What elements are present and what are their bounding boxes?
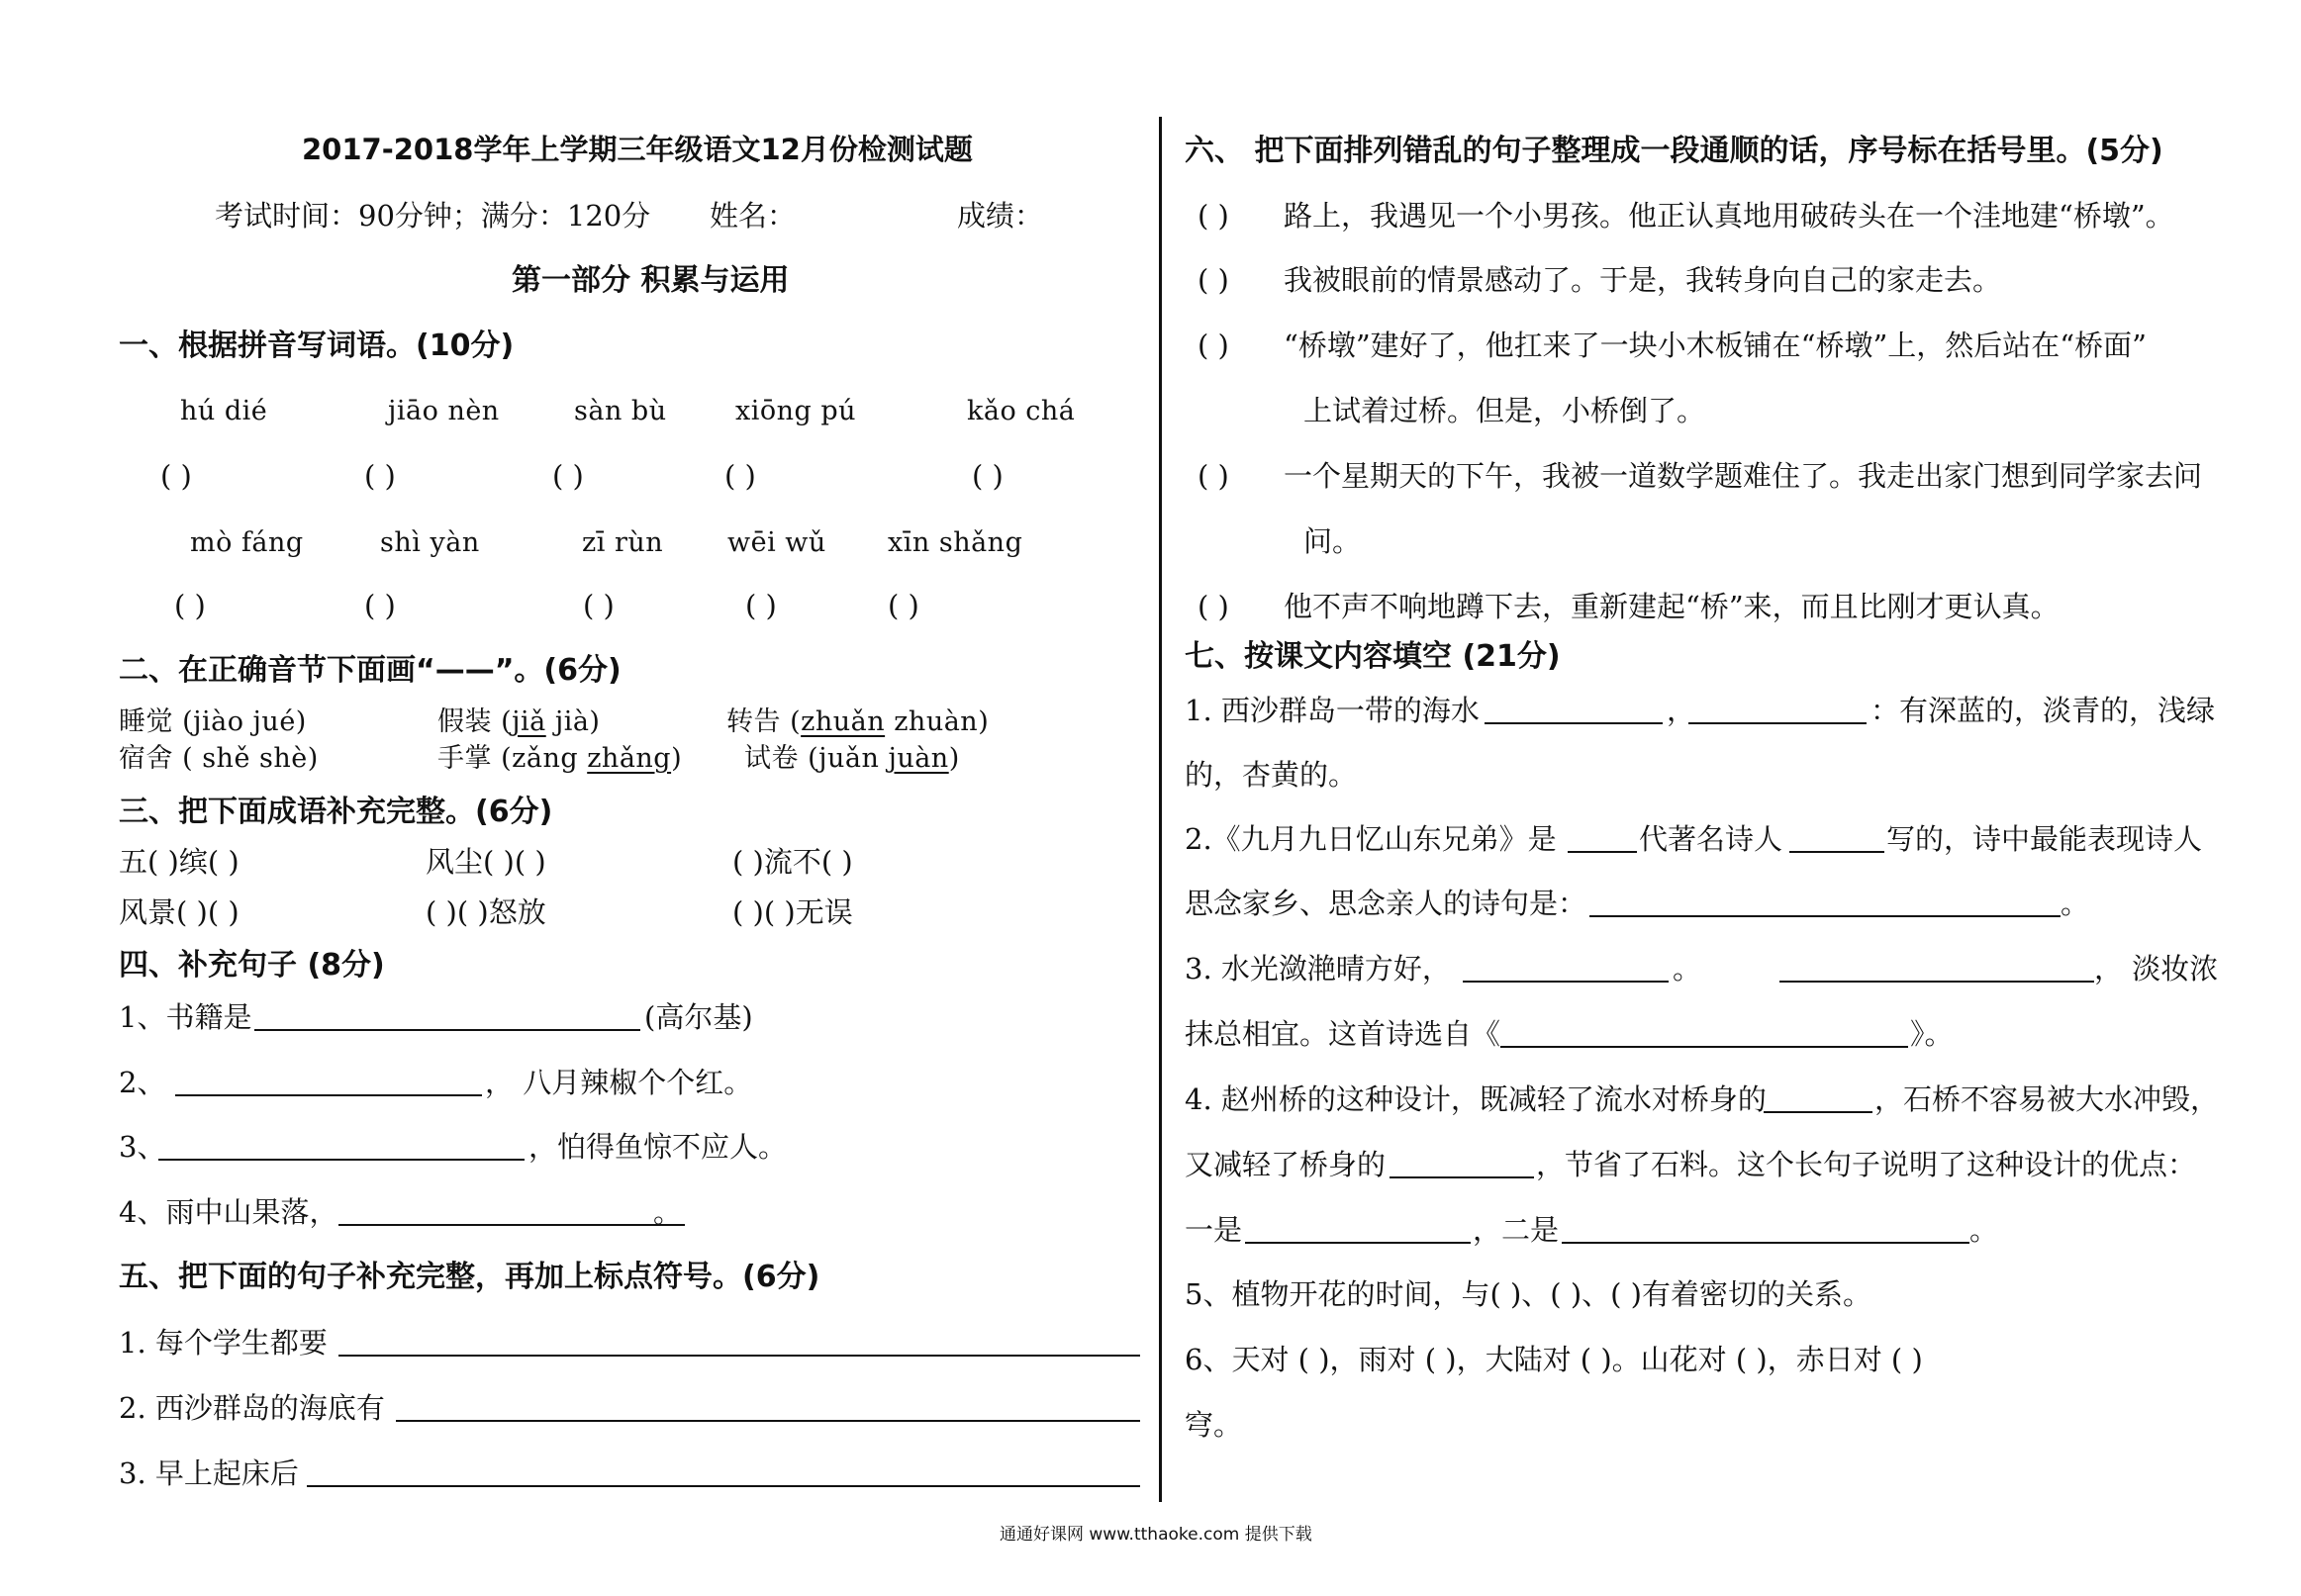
answer-line[interactable] [1500,1046,1908,1048]
answer-blank[interactable]: ( ) [583,589,615,622]
part1-heading: 第一部分 积累与运用 [512,263,790,298]
q6-heading: 六、 把下面排列错乱的句子整理成一段通顺的话，序号标在括号里。(5分) [1185,134,2163,168]
answer-blank[interactable]: ( ) [745,589,777,622]
answer-line[interactable] [338,1224,685,1226]
answer-line[interactable] [1779,981,2094,983]
q4-sentence: ， 八月辣椒个个红。 [485,1066,753,1099]
q6-sentence: “桥墩”建好了，他扛来了一块小木板铺在“桥墩”上，然后站在“桥面” [1284,329,2147,362]
q2-item [437,708,600,735]
q2-answer: juàn [888,743,949,774]
answer-blank[interactable]: ( ) [160,459,192,493]
pinyin: shì yàn [380,527,480,558]
exam-time-info: 考试时间：90分钟；满分：120分 [215,199,651,233]
idiom-item: 风景( )( ) [119,895,240,929]
q4-sentence: 3、 [119,1130,166,1164]
q4-heading: 四、补充句子 (8分) [119,948,385,983]
q7-text: 6、天对 ( )，雨对 ( )，大陆对 ( )。山花对 ( )，赤日对 ( ) [1185,1343,1923,1376]
order-blank[interactable]: ( ) [1198,459,1229,493]
answer-line[interactable] [1390,1176,1534,1178]
q7-text: ，二是 [1473,1213,1560,1247]
q7-heading: 七、按课文内容填空 (21分) [1185,639,1561,674]
answer-line[interactable] [1485,722,1663,724]
q2-item [726,708,989,735]
exam-title: 2017-2018学年上学期三年级语文12月份检测试题 [302,133,973,166]
answer-blank[interactable]: ( ) [552,459,584,493]
q7-text: 一是 [1185,1213,1243,1247]
idiom-item: ( )( )怒放 [426,895,546,929]
q7-text: 1. 西沙群岛一带的海水 [1185,694,1480,727]
q7-text: ， [1667,694,1696,727]
pinyin: jiāo nèn [388,396,500,426]
q5-item: 3. 早上起床后 [119,1456,299,1490]
q6-sentence: 路上，我遇见一个小男孩。他正认真地用破砖头在一个洼地建“桥墩”。 [1284,199,2174,233]
pinyin: xiōng pú [735,396,857,426]
order-blank[interactable]: ( ) [1198,199,1229,233]
answer-line[interactable] [307,1485,1140,1487]
q6-sentence: 我被眼前的情景感动了。于是，我转身向自己的家走去。 [1284,263,2002,297]
q2-answer: jiǎ [512,706,546,737]
answer-line[interactable] [1688,722,1867,724]
answer-blank[interactable]: ( ) [364,459,396,493]
q5-item: 1. 每个学生都要 [119,1326,328,1360]
answer-blank[interactable]: ( ) [364,589,396,622]
q4-sentence: 2、 [119,1066,166,1099]
q7-text: ，石桥不容易被大水冲毁， [1874,1082,2220,1116]
q4-sentence: ，怕得鱼惊不应人。 [528,1130,788,1164]
q2-word: 手掌 (zǎng [437,743,588,774]
answer-line[interactable] [1245,1242,1471,1244]
column-divider [1159,117,1162,1502]
q3-heading: 三、把下面成语补充完整。(6分) [119,795,553,829]
q4-source: (高尔基) [644,1000,753,1034]
q2-word: zhuàn) [885,706,990,737]
q4-sentence: 4、雨中山果落， [119,1195,338,1229]
q7-text: 穹。 [1185,1408,1243,1442]
answer-line[interactable] [1764,1111,1872,1113]
q2-word: 转告 ( [726,706,802,737]
q2-item [437,745,682,772]
q7-text: 。 [1673,952,1702,986]
answer-line[interactable] [1568,851,1637,853]
q7-text: 4. 赵州桥的这种设计，既减轻了流水对桥身的 [1185,1082,1767,1116]
idiom-item: ( )流不( ) [732,845,853,879]
answer-line[interactable] [1789,851,1884,853]
q1-heading: 一、根据拼音写词语。(10分) [119,329,515,363]
q7-text: 2.《九月九日忆山东兄弟》是 [1185,822,1557,856]
order-blank[interactable]: ( ) [1198,263,1229,297]
q7-text: 抹总相宜。这首诗选自《 [1185,1017,1501,1051]
q4-sentence: 1、书籍是 [119,1000,252,1034]
q5-heading: 五、把下面的句子补充完整，再加上标点符号。(6分) [119,1260,820,1294]
answer-blank[interactable]: ( ) [888,589,919,622]
q7-text: ：有深蓝的，淡青的，浅绿 [1870,694,2216,727]
q6-sentence: 一个星期天的下午，我被一道数学题难住了。我走出家门想到同学家去问 [1284,459,2203,493]
q7-text: 代著名诗人 [1639,822,1783,856]
pinyin: wēi wǔ [727,527,826,558]
q7-text: 又减轻了桥身的 [1185,1148,1387,1181]
answer-blank[interactable]: ( ) [174,589,206,622]
q7-text: 。 [1969,1213,1999,1247]
q5-item: 2. 西沙群岛的海底有 [119,1391,385,1425]
name-label: 姓名： [710,199,797,233]
pinyin: sàn bù [574,396,667,426]
answer-line[interactable] [338,1355,1140,1357]
answer-blank[interactable]: ( ) [724,459,756,493]
q7-text: 的，杏黄的。 [1185,758,1358,792]
q7-text: 3. 水光潋滟晴方好， [1185,952,1451,986]
q2-word: 试卷 (juǎn [744,743,889,774]
q7-text: 写的，诗中最能表现诗人 [1886,822,2203,856]
pinyin: zī rùn [582,527,664,558]
q7-text: 思念家乡、思念亲人的诗句是： [1185,887,1587,920]
q2-word: 假装 ( [437,706,513,737]
pinyin: kǎo chá [967,396,1076,426]
q6-sentence: 上试着过桥。但是，小桥倒了。 [1303,394,1706,427]
q2-item: 睡觉 (jiào jué) [119,706,307,737]
order-blank[interactable]: ( ) [1198,590,1229,623]
footer-text: 通通好课网 www.tthaoke.com 提供下载 [1000,1525,1312,1545]
q7-text: ，节省了石料。这个长句子说明了这种设计的优点： [1536,1148,2197,1181]
q2-word: ) [671,743,683,774]
q2-word: ) [948,743,960,774]
q2-word: jià) [545,706,601,737]
answer-line[interactable] [175,1094,482,1096]
answer-line[interactable] [158,1159,525,1161]
answer-line[interactable] [1463,981,1669,983]
q2-item: 宿舍 ( shě shè) [119,743,319,774]
q4-sentence: 。 [653,1195,683,1229]
q7-text: 》。 [1910,1017,1954,1051]
idiom-item: 五( )缤( ) [119,845,240,879]
score-label: 成绩： [957,199,1044,233]
q7-text: ， 淡妆浓 [2094,952,2219,986]
q6-sentence: 他不声不响地蹲下去，重新建起“桥”来，而且比刚才更认真。 [1284,590,2060,623]
answer-line[interactable] [254,1029,640,1031]
answer-line[interactable] [1562,1242,1969,1244]
q2-answer: zhuǎn [801,706,886,737]
q2-answer: zhǎng [587,743,672,774]
q6-sentence: 问。 [1303,524,1362,558]
pinyin: mò fáng [190,527,304,558]
pinyin: hú dié [180,396,268,426]
idiom-item: ( )( )无误 [732,895,853,929]
idiom-item: 风尘( )( ) [426,845,546,879]
pinyin: xīn shǎng [888,527,1023,558]
q7-text: 5、植物开花的时间，与( )、( )、( )有着密切的关系。 [1185,1277,1871,1311]
order-blank[interactable]: ( ) [1198,329,1229,362]
q2-heading: 二、在正确音节下面画“——”。(6分) [119,653,622,688]
answer-line[interactable] [396,1420,1140,1422]
q7-text: 。 [2061,887,2090,920]
answer-blank[interactable]: ( ) [972,459,1004,493]
answer-line[interactable] [1589,915,2061,917]
q2-item [744,745,960,772]
